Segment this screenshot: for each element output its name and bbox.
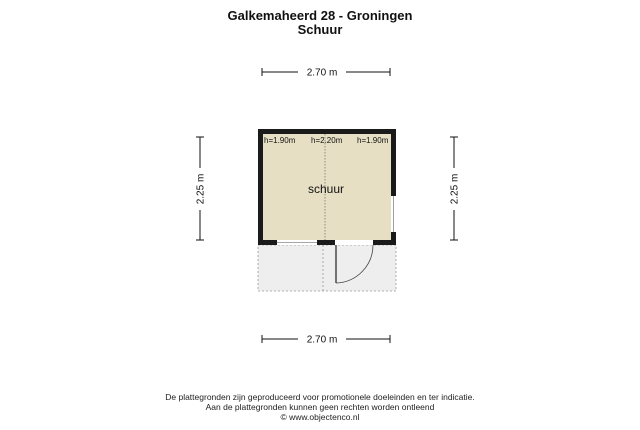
door-opening bbox=[335, 240, 373, 245]
disclaimer-line-1: De plattegronden zijn geproduceerd voor promotionele doeleinden en ter indicatie. bbox=[165, 392, 475, 402]
dimension-left bbox=[196, 137, 207, 240]
disclaimer-line-2: Aan de plattegronden kunnen geen rechten worden ontleend bbox=[205, 402, 435, 412]
terrace-area bbox=[258, 245, 396, 291]
building-subtitle: Schuur bbox=[297, 22, 343, 37]
room-name-label: schuur bbox=[307, 182, 345, 196]
height-label-middle: h=2.20m bbox=[311, 136, 343, 145]
address-title: Galkemaheerd 28 - Groningen bbox=[227, 8, 413, 23]
height-label-right: h=1.90m bbox=[357, 136, 389, 145]
dimension-bottom bbox=[262, 335, 390, 346]
dimension-top-label: 2.70 m bbox=[306, 67, 338, 79]
dimension-left-label: 2.25 m bbox=[195, 173, 207, 205]
dimension-top bbox=[262, 68, 390, 79]
dimension-right-label: 2.25 m bbox=[449, 173, 461, 205]
dimension-right bbox=[450, 137, 461, 240]
height-label-left: h=1.90m bbox=[264, 136, 296, 145]
dimension-bottom-label: 2.70 m bbox=[306, 334, 338, 346]
copyright-link[interactable]: © www.objectenco.nl bbox=[280, 412, 360, 422]
